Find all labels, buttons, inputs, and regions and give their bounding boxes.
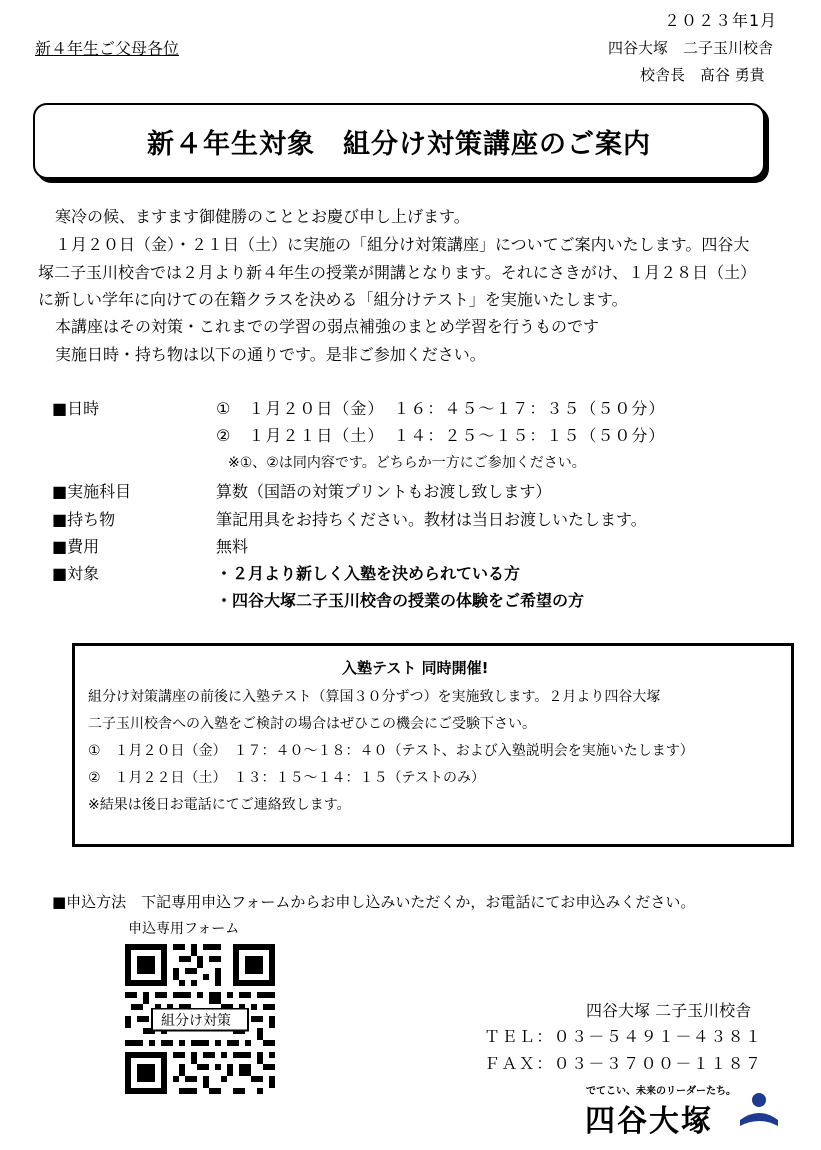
- session-1: ① １月２０日（金） １６：４５～１７：３５（５０分）: [216, 399, 666, 418]
- logo-tagline: でてこい、未来のリーダーたち。: [586, 1086, 736, 1097]
- form-label: 申込専用フォーム: [128, 921, 240, 937]
- target-label: ■対象: [52, 564, 100, 583]
- logo-mark-icon: [736, 1090, 782, 1134]
- school-name: 四谷大塚 二子玉川校舎: [608, 39, 774, 57]
- intro-line: 寒冷の候、ますます御健勝のこととお慶び申し上げます。: [55, 207, 470, 226]
- notice-line: 組分け対策講座の前後に入塾テスト（算国３０分ずつ）を実施致します。２月より四谷大塚: [88, 689, 661, 705]
- notice-line: ① １月２０日（金） １７：４０～１８：４０（テスト、および入塾説明会を実施いたします）: [88, 743, 694, 759]
- contact-tel: ＴＥＬ：０３－５４９１－４３８１: [484, 1027, 763, 1046]
- date-label: ■日時: [52, 399, 100, 418]
- target-item: ・四谷大塚二子玉川校舎の授業の体験をご希望の方: [216, 591, 585, 610]
- fee-label: ■費用: [52, 537, 100, 556]
- fee-value: 無料: [216, 537, 249, 556]
- contact-fax: ＦＡＸ：０３－３７００－１１８７: [484, 1054, 763, 1073]
- notice-line: ※結果は後日お電話にてご連絡致します。: [88, 797, 351, 813]
- logo-wordmark: 四谷大塚: [585, 1104, 713, 1139]
- notice-line: 二子玉川校舎への入塾をご検討の場合はぜひこの機会にご受験下さい。: [88, 716, 536, 732]
- principal-name: 校舎長 髙谷 勇貴: [640, 66, 765, 84]
- items-value: 筆記用具をお持ちください。教材は当日お渡しいたします。: [216, 510, 647, 529]
- intro-line: 塚二子玉川校舎では２月より新４年生の授業が開講となります。それにさきがけ、１月２８日（土）: [38, 263, 757, 282]
- items-label: ■持ち物: [52, 510, 116, 529]
- notice-heading: 入塾テスト 同時開催!: [342, 659, 489, 677]
- qr-caption: 組分け対策: [161, 1013, 231, 1029]
- title-box: [33, 103, 765, 179]
- apply-method: ■申込方法 下記専用申込フォームからお申し込みいただくか，お電話にてお申込みください。: [52, 893, 696, 911]
- intro-line: に新しい学年に向けての在籍クラスを決める「組分けテスト」を実施いたします。: [38, 290, 628, 309]
- document-date: ２０２３年1月: [664, 11, 778, 30]
- contact-school: 四谷大塚 二子玉川校舎: [586, 1001, 752, 1020]
- session-2: ② １月２１日（土） １４：２５～１５：１５（５０分）: [216, 426, 666, 445]
- session-note: ※①、②は同内容です。どちらか一方にご参加ください。: [228, 455, 586, 471]
- intro-line: １月２０日（金）・２１日（土）に実施の「組分け対策講座」についてご案内いたします。四谷大: [55, 235, 750, 254]
- subject-value: 算数（国語の対策プリントもお渡し致します）: [216, 482, 552, 501]
- intro-line: 本講座はその対策・これまでの学習の弱点補強のまとめ学習を行うものです: [55, 317, 600, 336]
- recipient: 新４年生ご父母各位: [35, 39, 180, 58]
- notice-line: ② １月２２日（土） １３：１５～１４：１５（テストのみ）: [88, 770, 485, 786]
- subject-label: ■実施科目: [52, 482, 132, 501]
- intro-line: 実施日時・持ち物は以下の通りです。是非ご参加ください。: [55, 345, 486, 364]
- page-title: 新４年生対象 組分け対策講座のご案内: [147, 129, 651, 160]
- target-item: ・２月より新しく入塾を決められている方: [216, 564, 521, 583]
